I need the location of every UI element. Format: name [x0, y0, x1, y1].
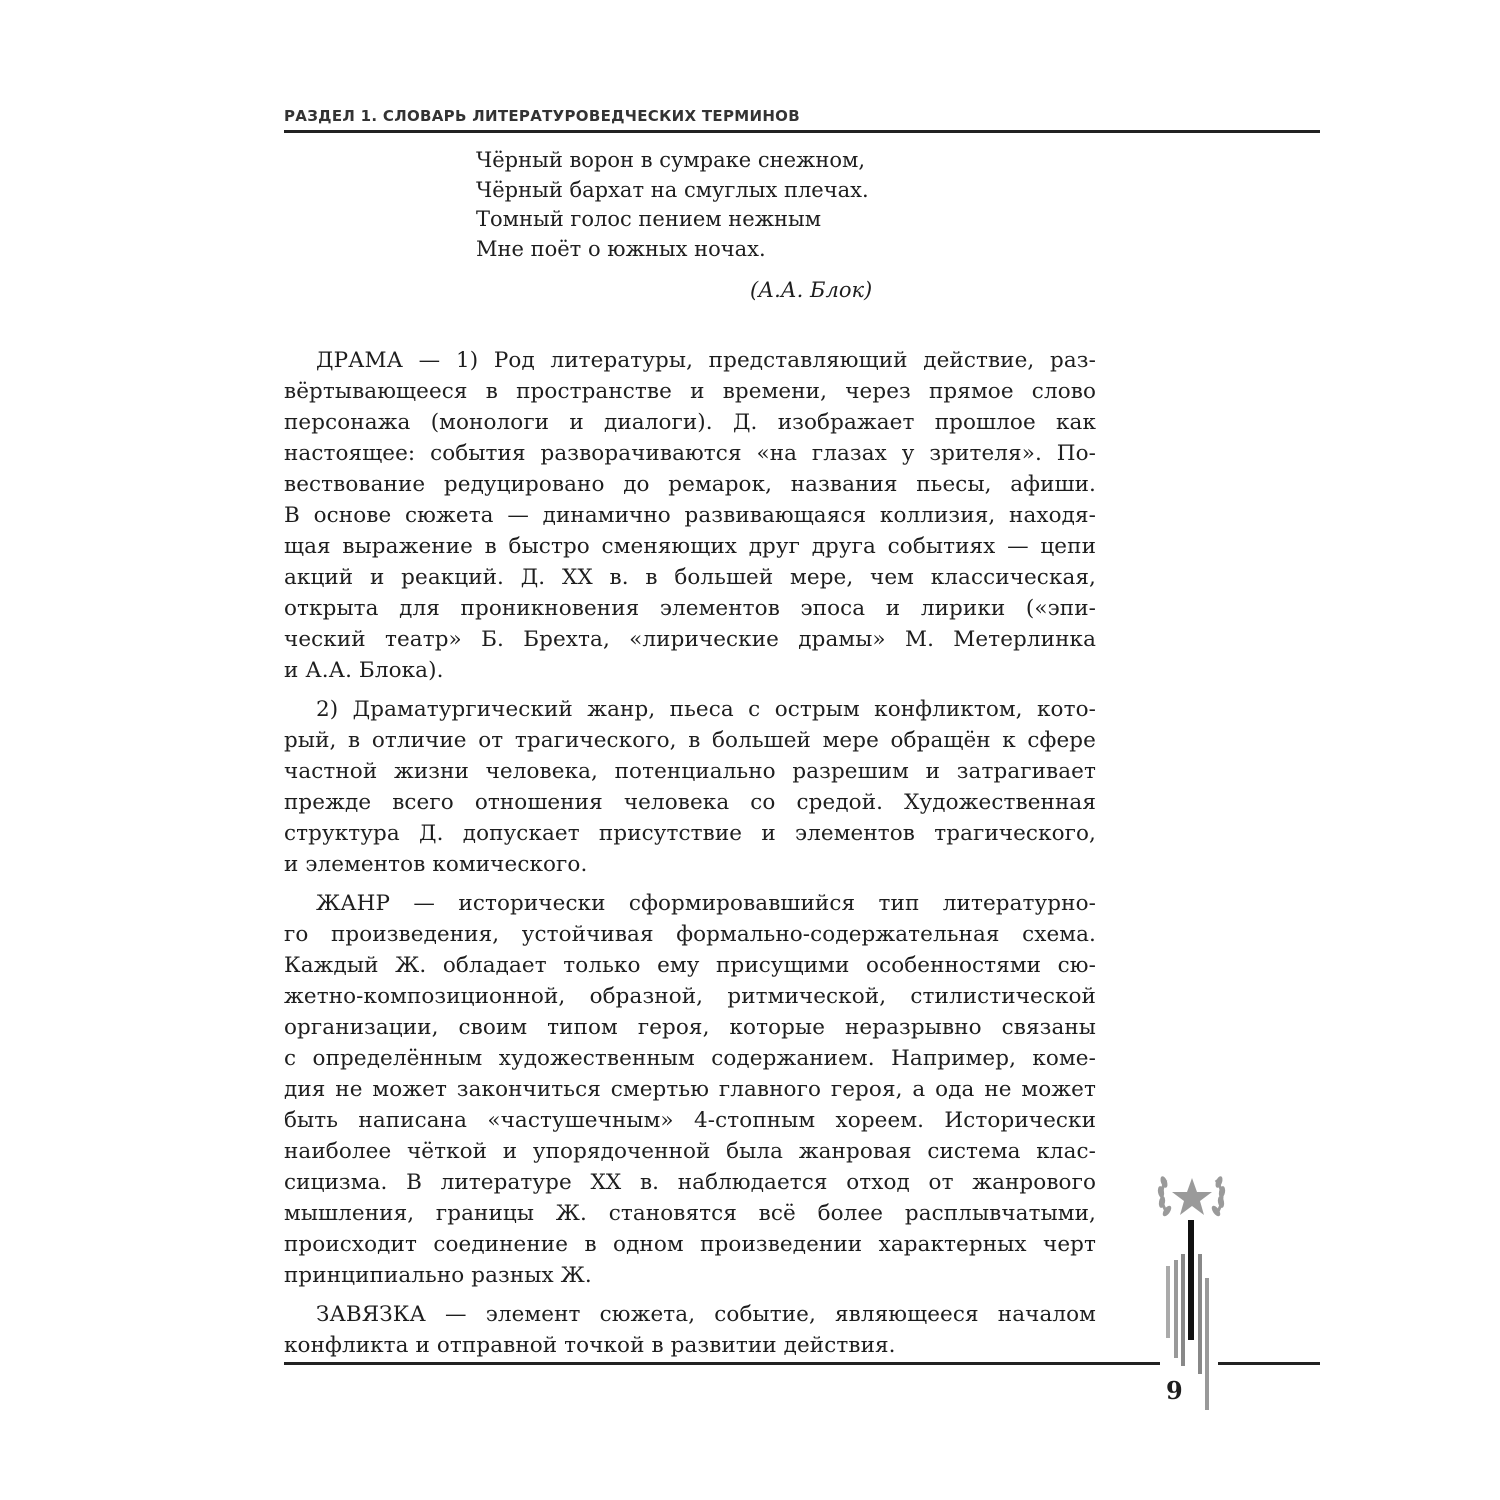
poem-epigraph [476, 146, 869, 264]
entry-line: и элементов комического. [284, 852, 588, 877]
footer-rule-right [1218, 1362, 1320, 1365]
entry-line: вёртывающееся в пространстве и времени, через прямое слово [284, 379, 1096, 404]
entry-line: мышления, границы Ж. становятся всё более расплывчатыми, [284, 1201, 1096, 1226]
entry-line: персонажа (монологи и диалоги). Д. изображает прошлое как [284, 410, 1096, 435]
poem-line: Чёрный бархат на смуглых плечах. [476, 177, 869, 202]
entry-line: дия не может закончиться смертью главного героя, а ода не может [284, 1077, 1096, 1102]
entry-line: В основе сюжета — динамично развивающаяся коллизия, находя- [284, 503, 1096, 528]
dictionary-entry [284, 345, 1096, 686]
entry-line: открыта для проникновения элементов эпоса и лирики («эпи- [284, 596, 1096, 621]
footer-rule [284, 1362, 1160, 1365]
running-head: РАЗДЕЛ 1. СЛОВАРЬ ЛИТЕРАТУРОВЕДЧЕСКИХ ТЕРМИНОВ [284, 107, 800, 125]
entry-line: наиболее чёткой и упорядоченной была жанровая система клас- [284, 1139, 1096, 1164]
entry-line: жетно-композиционной, образной, ритмической, стилистической [284, 984, 1096, 1009]
dictionary-entry [284, 888, 1096, 1291]
entry-line: рый, в отличие от трагического, в большей мере обращён к сфере [284, 728, 1096, 753]
entry-line: го произведения, устойчивая формально-содержательная схема. [284, 922, 1096, 947]
entry-line: сицизма. В литературе XX в. наблюдается отход от жанрового [284, 1170, 1096, 1195]
entry-line: ческий театр» Б. Брехта, «лирические драмы» М. Метерлинка [284, 627, 1096, 652]
entry-line: организации, своим типом героя, которые неразрывно связаны [284, 1015, 1096, 1040]
entry-line: структура Д. допускает присутствие и элементов трагического, [284, 821, 1096, 846]
star-wreath-icon [1152, 1168, 1232, 1413]
entry-line: принципиально разных Ж. [284, 1263, 592, 1288]
page-number: 9 [1166, 1376, 1183, 1405]
entry-line: Каждый Ж. обладает только ему присущими особенностями сю- [284, 953, 1096, 978]
entry-line: и А.А. Блока). [284, 658, 444, 683]
entry-line: происходит соединение в одном произведении характерных черт [284, 1232, 1096, 1257]
entry-line: ЗАВЯЗКА — элемент сюжета, событие, являющееся началом [316, 1302, 1096, 1327]
entry-line: конфликта и отправной точкой в развитии действия. [284, 1333, 896, 1358]
poem-source: (А.А. Блок) [750, 278, 873, 302]
poem-line: Мне поёт о южных ночах. [476, 236, 766, 261]
poem-line: Томный голос пением нежным [476, 207, 822, 231]
dictionary-entry [284, 694, 1096, 880]
entry-line: 2) Драматургический жанр, пьеса с острым конфликтом, кото- [316, 697, 1096, 722]
entry-line: частной жизни человека, потенциально разрешим и затрагивает [284, 759, 1096, 784]
entry-line: ДРАМА — 1) Род литературы, представляющий действие, раз- [316, 348, 1096, 373]
header-rule [284, 130, 1320, 133]
poem-line: Чёрный ворон в сумраке снежном, [476, 148, 866, 172]
entry-line: вествование редуцировано до ремарок, названия пьесы, афиши. [284, 472, 1096, 497]
entry-line: прежде всего отношения человека со средой. Художественная [284, 790, 1096, 815]
entry-line: ЖАНР — исторически сформировавшийся тип литературно- [316, 891, 1096, 916]
entry-line: настоящее: события разворачиваются «на глазах у зрителя». По- [284, 441, 1096, 466]
dictionary-entries [284, 345, 1096, 1369]
entry-line: щая выражение в быстро сменяющих друг друга событиях — цепи [284, 534, 1096, 559]
dictionary-entry [284, 1299, 1096, 1361]
entry-line: акций и реакций. Д. XX в. в большей мере, чем классическая, [284, 565, 1096, 590]
entry-line: с определённым художественным содержанием. Например, коме- [284, 1046, 1096, 1071]
entry-line: быть написана «частушечным» 4-стопным хореем. Исторически [284, 1108, 1096, 1133]
